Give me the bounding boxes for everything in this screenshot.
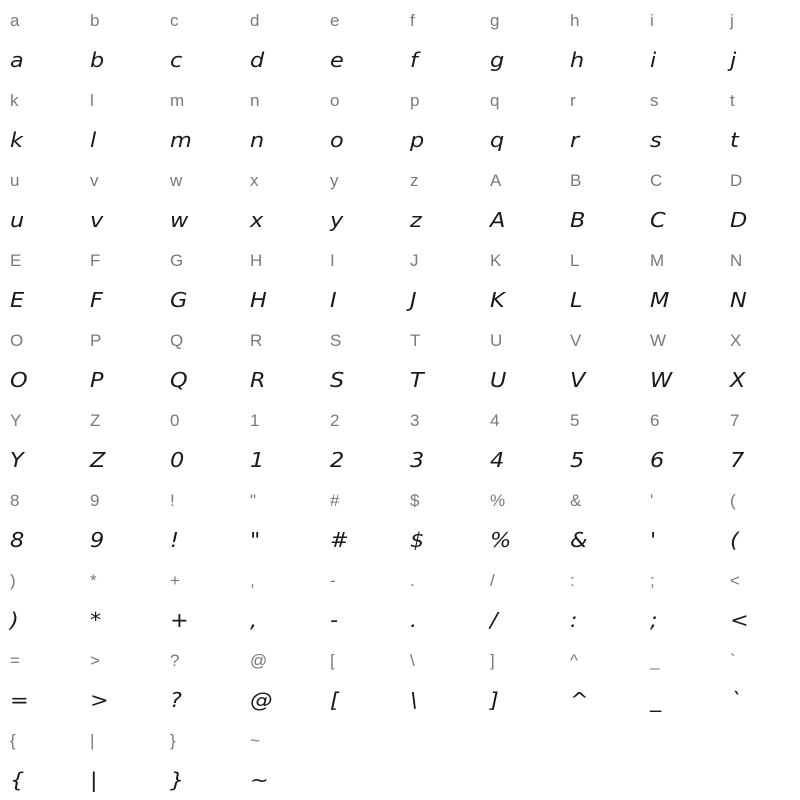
reference-glyph: ~ xyxy=(250,731,260,750)
sample-glyph: Z xyxy=(90,448,106,472)
sample-glyph: ? xyxy=(170,688,183,712)
sample-glyph: G xyxy=(170,288,188,312)
reference-glyph: > xyxy=(90,651,100,670)
glyph-cell xyxy=(240,560,320,640)
reference-glyph: j xyxy=(730,11,734,30)
sample-glyph: ^ xyxy=(570,688,590,712)
glyph-cell xyxy=(640,0,720,80)
sample-glyph: d xyxy=(250,48,265,72)
glyph-cell xyxy=(160,560,240,640)
sample-glyph: 4 xyxy=(490,448,505,472)
glyph-cell xyxy=(240,80,320,160)
reference-glyph: , xyxy=(250,571,255,590)
reference-glyph: x xyxy=(250,171,259,190)
reference-glyph: J xyxy=(410,251,419,270)
glyph-cell xyxy=(160,720,240,800)
sample-glyph: | xyxy=(90,768,99,792)
reference-glyph: r xyxy=(570,91,576,110)
glyph-cell xyxy=(240,720,320,800)
reference-glyph: K xyxy=(490,251,502,270)
glyph-cell xyxy=(320,640,400,720)
glyph-cell xyxy=(80,640,160,720)
glyph-cell xyxy=(240,640,320,720)
glyph-cell xyxy=(560,400,640,480)
glyph-cell xyxy=(560,640,640,720)
glyph-cell xyxy=(160,400,240,480)
sample-glyph: a xyxy=(10,48,25,72)
reference-glyph: D xyxy=(730,171,743,190)
sample-glyph: ; xyxy=(650,608,659,632)
reference-glyph: 9 xyxy=(90,491,100,510)
reference-glyph: { xyxy=(10,731,16,750)
glyph-cell xyxy=(640,240,720,320)
reference-glyph: 5 xyxy=(570,411,580,430)
glyph-cell xyxy=(320,400,400,480)
sample-glyph: R xyxy=(250,368,267,392)
sample-glyph: i xyxy=(650,48,657,72)
sample-glyph: 2 xyxy=(330,448,345,472)
sample-glyph: V xyxy=(570,368,586,392)
glyph-cell xyxy=(400,640,480,720)
glyph-cell xyxy=(720,160,800,240)
reference-glyph: 3 xyxy=(410,411,420,430)
sample-glyph: 5 xyxy=(570,448,585,472)
reference-glyph: M xyxy=(650,251,665,270)
glyph-cell xyxy=(160,160,240,240)
sample-glyph: h xyxy=(570,48,585,72)
sample-glyph: ! xyxy=(170,528,180,552)
sample-glyph: q xyxy=(490,128,505,152)
glyph-cell xyxy=(160,320,240,400)
reference-glyph: & xyxy=(570,491,582,510)
reference-glyph: l xyxy=(90,91,94,110)
glyph-cell xyxy=(720,400,800,480)
reference-glyph: Z xyxy=(90,411,101,430)
reference-glyph: b xyxy=(90,11,100,30)
reference-glyph: 1 xyxy=(250,411,260,430)
glyph-cell xyxy=(640,320,720,400)
reference-glyph: ( xyxy=(730,491,736,510)
sample-glyph: 9 xyxy=(90,528,105,552)
sample-glyph: E xyxy=(10,288,25,312)
sample-glyph: J xyxy=(410,288,418,312)
reference-glyph: ) xyxy=(10,571,16,590)
glyph-cell xyxy=(640,80,720,160)
sample-glyph: 3 xyxy=(410,448,425,472)
sample-glyph: ~ xyxy=(250,768,270,792)
reference-glyph: 0 xyxy=(170,411,180,430)
glyph-cell xyxy=(320,320,400,400)
sample-glyph: > xyxy=(90,688,110,712)
glyph-cell xyxy=(240,400,320,480)
reference-glyph: a xyxy=(10,11,20,30)
reference-glyph: } xyxy=(170,731,176,750)
sample-glyph: O xyxy=(10,368,29,392)
reference-glyph: Y xyxy=(10,411,22,430)
glyph-cell xyxy=(400,560,480,640)
reference-glyph: : xyxy=(570,571,575,590)
glyph-cell xyxy=(160,80,240,160)
glyph-cell xyxy=(160,240,240,320)
glyph-cell xyxy=(0,400,80,480)
glyph-cell xyxy=(560,480,640,560)
sample-glyph: p xyxy=(410,128,425,152)
reference-glyph: ! xyxy=(170,491,175,510)
sample-glyph: , xyxy=(250,608,258,632)
sample-glyph: " xyxy=(250,528,261,552)
glyph-cell xyxy=(400,0,480,80)
sample-glyph: : xyxy=(570,608,579,632)
sample-glyph: B xyxy=(570,208,586,232)
glyph-cell xyxy=(400,320,480,400)
sample-glyph: x xyxy=(250,208,264,232)
reference-glyph: * xyxy=(90,571,97,590)
reference-glyph: q xyxy=(490,91,500,110)
sample-glyph: ) xyxy=(10,608,20,632)
reference-glyph: < xyxy=(730,571,740,590)
sample-glyph: = xyxy=(10,688,30,712)
reference-glyph: 7 xyxy=(730,411,740,430)
glyph-cell xyxy=(480,320,560,400)
glyph-cell xyxy=(0,640,80,720)
sample-glyph: 8 xyxy=(10,528,25,552)
glyph-cell xyxy=(240,320,320,400)
sample-glyph: * xyxy=(90,608,102,632)
sample-glyph: U xyxy=(490,368,507,392)
sample-glyph: g xyxy=(490,48,505,72)
sample-glyph: N xyxy=(730,288,748,312)
reference-glyph: 4 xyxy=(490,411,500,430)
sample-glyph: X xyxy=(730,368,746,392)
glyph-cell xyxy=(320,0,400,80)
reference-glyph: ` xyxy=(730,651,736,670)
reference-glyph: T xyxy=(410,331,421,350)
glyph-cell xyxy=(320,160,400,240)
glyph-cell xyxy=(560,560,640,640)
sample-glyph: / xyxy=(490,608,499,632)
reference-glyph: B xyxy=(570,171,582,190)
sample-glyph: $ xyxy=(410,528,425,552)
glyph-cell xyxy=(160,640,240,720)
glyph-cell xyxy=(640,160,720,240)
sample-glyph: T xyxy=(410,368,425,392)
glyph-cell xyxy=(560,240,640,320)
sample-glyph: f xyxy=(410,48,419,72)
reference-glyph: ? xyxy=(170,651,180,670)
glyph-cell xyxy=(320,80,400,160)
glyph-cell xyxy=(400,80,480,160)
glyph-cell xyxy=(80,320,160,400)
reference-glyph: R xyxy=(250,331,263,350)
reference-glyph: E xyxy=(10,251,22,270)
glyph-cell xyxy=(720,240,800,320)
sample-glyph: 1 xyxy=(250,448,265,472)
sample-glyph: v xyxy=(90,208,104,232)
reference-glyph: I xyxy=(330,251,335,270)
sample-glyph: z xyxy=(410,208,423,232)
reference-glyph: k xyxy=(10,91,19,110)
reference-glyph: i xyxy=(650,11,654,30)
glyph-cell xyxy=(320,240,400,320)
sample-glyph: y xyxy=(330,208,344,232)
sample-glyph: } xyxy=(170,768,185,792)
reference-glyph: u xyxy=(10,171,20,190)
sample-glyph: & xyxy=(570,528,589,552)
sample-glyph: . xyxy=(410,608,418,632)
glyph-cell xyxy=(240,240,320,320)
sample-glyph: # xyxy=(330,528,350,552)
reference-glyph: v xyxy=(90,171,99,190)
glyph-cell xyxy=(480,480,560,560)
reference-glyph: h xyxy=(570,11,580,30)
sample-glyph: n xyxy=(250,128,265,152)
reference-glyph: [ xyxy=(330,651,335,670)
reference-glyph: = xyxy=(10,651,20,670)
reference-glyph: ; xyxy=(650,571,655,590)
sample-glyph: c xyxy=(170,48,183,72)
reference-glyph: 6 xyxy=(650,411,660,430)
sample-glyph: \ xyxy=(410,688,419,712)
sample-glyph: k xyxy=(10,128,24,152)
sample-glyph: ] xyxy=(490,688,500,712)
reference-glyph: + xyxy=(170,571,180,590)
glyph-cell xyxy=(240,480,320,560)
reference-glyph: N xyxy=(730,251,743,270)
reference-glyph: c xyxy=(170,11,179,30)
reference-glyph: z xyxy=(410,171,419,190)
glyph-cell xyxy=(480,400,560,480)
glyph-cell xyxy=(80,80,160,160)
reference-glyph: y xyxy=(330,171,339,190)
reference-glyph: # xyxy=(330,491,340,510)
glyph-cell xyxy=(640,640,720,720)
glyph-cell xyxy=(480,0,560,80)
reference-glyph: p xyxy=(410,91,420,110)
reference-glyph: A xyxy=(490,171,502,190)
glyph-cell xyxy=(0,0,80,80)
glyph-cell xyxy=(320,480,400,560)
glyph-cell xyxy=(560,0,640,80)
reference-glyph: 2 xyxy=(330,411,340,430)
reference-glyph: @ xyxy=(250,651,268,670)
reference-glyph: . xyxy=(410,571,415,590)
glyph-cell xyxy=(80,0,160,80)
reference-glyph: 8 xyxy=(10,491,20,510)
reference-glyph: ^ xyxy=(570,651,578,670)
sample-glyph: 0 xyxy=(170,448,185,472)
reference-glyph: % xyxy=(490,491,506,510)
reference-glyph: w xyxy=(170,171,183,190)
sample-glyph: e xyxy=(330,48,345,72)
reference-glyph: \ xyxy=(410,651,415,670)
glyph-cell xyxy=(560,320,640,400)
sample-glyph: w xyxy=(170,208,189,232)
glyph-cell xyxy=(80,480,160,560)
reference-glyph: t xyxy=(730,91,735,110)
sample-glyph: ' xyxy=(650,528,657,552)
glyph-cell xyxy=(560,80,640,160)
sample-glyph: H xyxy=(250,288,268,312)
glyph-cell xyxy=(400,480,480,560)
sample-glyph: l xyxy=(90,128,97,152)
sample-glyph: W xyxy=(650,368,673,392)
glyph-cell xyxy=(720,560,800,640)
sample-glyph: L xyxy=(570,288,584,312)
glyph-cell xyxy=(720,0,800,80)
reference-glyph: ' xyxy=(650,491,654,510)
glyph-cell xyxy=(80,400,160,480)
reference-glyph: - xyxy=(330,571,336,590)
glyph-cell xyxy=(80,720,160,800)
reference-glyph: U xyxy=(490,331,503,350)
sample-glyph: s xyxy=(650,128,663,152)
sample-glyph: j xyxy=(730,48,737,72)
glyph-cell xyxy=(400,400,480,480)
glyph-cell xyxy=(0,560,80,640)
glyph-cell xyxy=(320,560,400,640)
glyph-cell xyxy=(0,320,80,400)
sample-glyph: @ xyxy=(250,688,273,712)
glyph-cell xyxy=(480,80,560,160)
reference-glyph: _ xyxy=(650,651,660,670)
reference-glyph: X xyxy=(730,331,742,350)
sample-glyph: m xyxy=(170,128,193,152)
sample-glyph: [ xyxy=(330,688,340,712)
glyph-cell xyxy=(0,480,80,560)
glyph-cell xyxy=(240,160,320,240)
reference-glyph: / xyxy=(490,571,495,590)
reference-glyph: F xyxy=(90,251,101,270)
glyph-cell xyxy=(480,560,560,640)
reference-glyph: P xyxy=(90,331,102,350)
sample-glyph: M xyxy=(650,288,670,312)
sample-glyph: I xyxy=(330,288,338,312)
sample-glyph: u xyxy=(10,208,25,232)
sample-glyph: % xyxy=(490,528,512,552)
reference-glyph: d xyxy=(250,11,260,30)
sample-glyph: b xyxy=(90,48,105,72)
glyph-cell xyxy=(640,480,720,560)
sample-glyph: 7 xyxy=(730,448,745,472)
reference-glyph: L xyxy=(570,251,580,270)
glyph-cell xyxy=(720,640,800,720)
reference-glyph: W xyxy=(650,331,667,350)
glyph-cell xyxy=(80,160,160,240)
reference-glyph: V xyxy=(570,331,582,350)
glyph-cell xyxy=(240,0,320,80)
sample-glyph: t xyxy=(730,128,740,152)
sample-glyph: F xyxy=(90,288,104,312)
reference-glyph: e xyxy=(330,11,340,30)
sample-glyph: o xyxy=(330,128,345,152)
glyph-cell xyxy=(400,160,480,240)
sample-glyph: r xyxy=(570,128,580,152)
glyph-cell xyxy=(720,480,800,560)
glyph-cell xyxy=(80,560,160,640)
glyph-cell xyxy=(640,400,720,480)
reference-glyph: G xyxy=(170,251,184,270)
reference-glyph: | xyxy=(90,731,95,750)
reference-glyph: m xyxy=(170,91,185,110)
sample-glyph: < xyxy=(730,608,750,632)
sample-glyph: + xyxy=(170,608,190,632)
glyph-cell xyxy=(160,480,240,560)
glyph-cell xyxy=(0,720,80,800)
glyph-cell xyxy=(80,240,160,320)
sample-glyph: ` xyxy=(730,688,742,712)
glyph-cell xyxy=(480,640,560,720)
reference-glyph: o xyxy=(330,91,340,110)
reference-glyph: ] xyxy=(490,651,495,670)
sample-glyph: Y xyxy=(10,448,25,472)
reference-glyph: O xyxy=(10,331,24,350)
sample-glyph: A xyxy=(490,208,506,232)
glyph-cell xyxy=(0,80,80,160)
glyph-cell xyxy=(480,240,560,320)
glyph-cell xyxy=(640,560,720,640)
sample-glyph: S xyxy=(330,368,345,392)
reference-glyph: $ xyxy=(410,491,420,510)
sample-glyph: C xyxy=(650,208,667,232)
reference-glyph: S xyxy=(330,331,342,350)
glyph-cell xyxy=(0,240,80,320)
reference-glyph: n xyxy=(250,91,260,110)
glyph-cell xyxy=(160,0,240,80)
glyph-cell xyxy=(560,160,640,240)
sample-glyph: K xyxy=(490,288,506,312)
glyph-cell xyxy=(400,240,480,320)
reference-glyph: g xyxy=(490,11,500,30)
reference-glyph: C xyxy=(650,171,663,190)
reference-glyph: H xyxy=(250,251,263,270)
sample-glyph: 6 xyxy=(650,448,665,472)
glyph-cell xyxy=(480,160,560,240)
sample-glyph: - xyxy=(330,608,339,632)
reference-glyph: f xyxy=(410,11,415,30)
sample-glyph: ( xyxy=(730,528,740,552)
reference-glyph: " xyxy=(250,491,257,510)
glyph-cell xyxy=(720,80,800,160)
reference-glyph: Q xyxy=(170,331,184,350)
glyph-cell xyxy=(0,160,80,240)
sample-glyph: Q xyxy=(170,368,189,392)
glyph-cell xyxy=(720,320,800,400)
sample-glyph: P xyxy=(90,368,105,392)
sample-glyph: { xyxy=(10,768,25,792)
reference-glyph: s xyxy=(650,91,659,110)
sample-glyph: _ xyxy=(650,688,662,712)
sample-glyph: D xyxy=(730,208,748,232)
